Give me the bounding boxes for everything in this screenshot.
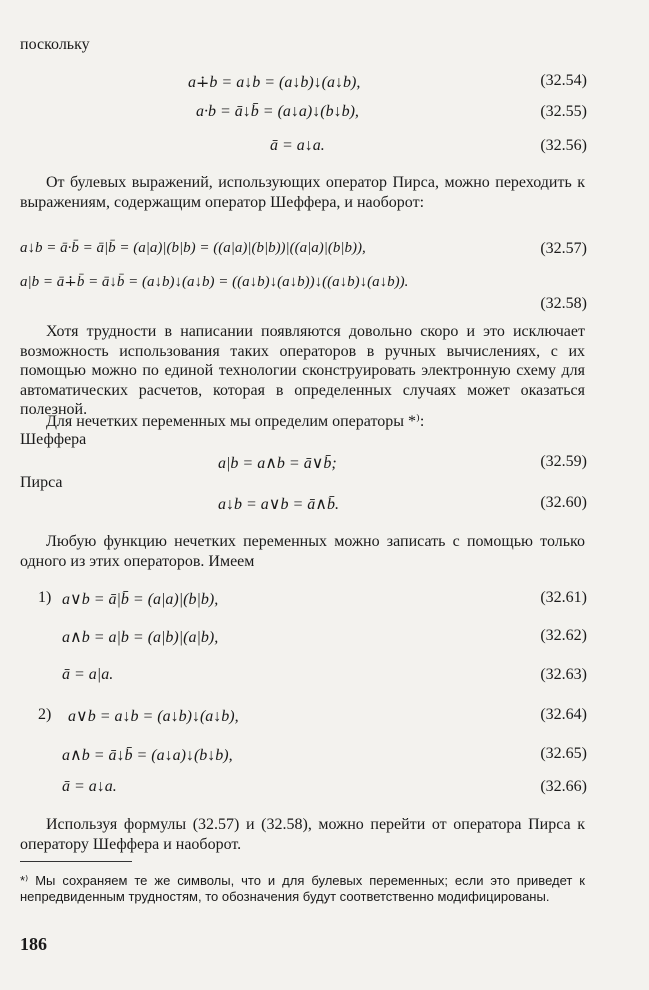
paragraph-text: Хотя трудности в написании появляются довольно скоро и это исключает возможность использования таких операторов в ручных вычислениях, с их помощью можно по единой технологии сконструировать электронную схему для автоматических расчетов, которая в определенных случаях может оказаться полезной. <box>20 323 585 418</box>
equation-number-32-56: (32.56) <box>540 137 587 154</box>
label-sheffer: Шеффера <box>20 431 87 448</box>
paragraph-text: Для нечетких переменных мы определим операторы *⁾: <box>46 413 425 430</box>
equation-32-56: ā = a↓a. <box>270 137 325 154</box>
equation-number-32-57: (32.57) <box>540 240 587 257</box>
equation-32-63: ā = a|a. <box>62 666 114 683</box>
equation-32-60: a↓b = a∨b = ā∧b̄. <box>218 496 340 513</box>
footnote-divider <box>20 861 132 862</box>
case-label-2: 2) <box>38 706 52 723</box>
equation-number-32-64: (32.64) <box>540 706 587 723</box>
intro-word: поскольку <box>20 36 90 53</box>
equation-number-32-59: (32.59) <box>540 453 587 470</box>
equation-32-61: a∨b = ā|b̄ = (a|a)|(b|b), <box>62 591 219 608</box>
equation-number-32-65: (32.65) <box>540 745 587 762</box>
equation-number-32-62: (32.62) <box>540 627 587 644</box>
paragraph-peirce-to-sheffer <box>20 173 585 212</box>
equation-32-59: a|b = a∧b = ā∨b̄; <box>218 455 337 472</box>
equation-32-66: ā = a↓a. <box>62 778 117 795</box>
equation-number-32-54: (32.54) <box>540 72 587 89</box>
equation-number-32-60: (32.60) <box>540 494 587 511</box>
equation-number-32-55: (32.55) <box>540 103 587 120</box>
equation-number-32-66: (32.66) <box>540 778 587 795</box>
page-number: 186 <box>20 934 47 954</box>
paragraph-single-operator <box>20 532 585 571</box>
equation-number-32-61: (32.61) <box>540 589 587 606</box>
footnote: *⁾ Мы сохраняем те же символы, что и для булевых переменных; если это приведет к непредвиденным трудностям, то обозначения будут соответственно модифицированы. <box>20 873 585 904</box>
paragraph-difficulties <box>20 322 585 420</box>
equation-32-58: a|b = ā∔b̄ = ā↓b̄ = (a↓b)↓(a↓b) = ((a↓b)↓(a↓b))↓((a↓b)↓(a↓b)). <box>20 274 409 290</box>
equation-32-57: a↓b = ā·b̄ = ā|b̄ = (a|a)|(b|b) = ((a|a)|(b|b))|((a|a)|(b|b)), <box>20 240 366 256</box>
paragraph-text: От булевых выражений, использующих оператор Пирса, можно переходить к выражениям, содержащим оператор Шеффера, и наоборот: <box>20 174 585 211</box>
paragraph-text: Любую функцию нечетких переменных можно записать с помощью только одного из этих операторов. Имеем <box>20 533 585 570</box>
paragraph-text: Используя формулы (32.57) и (32.58), можно перейти от оператора Пирса к оператору Шеффера и наоборот. <box>20 816 585 853</box>
equation-32-65: a∧b = ā↓b̄ = (a↓a)↓(b↓b), <box>62 747 233 764</box>
equation-32-55: a·b = ā↓b̄ = (a↓a)↓(b↓b), <box>196 103 359 120</box>
label-peirce: Пирса <box>20 474 63 491</box>
equation-number-32-63: (32.63) <box>540 666 587 683</box>
paragraph-fuzzy-operators <box>20 412 585 432</box>
paragraph-conclusion <box>20 815 585 854</box>
equation-32-54: a∔b = a↓b = (a↓b)↓(a↓b), <box>188 74 361 91</box>
case-label-1: 1) <box>38 589 52 606</box>
equation-number-32-58: (32.58) <box>540 295 587 312</box>
equation-32-64: a∨b = a↓b = (a↓b)↓(a↓b), <box>68 708 239 725</box>
equation-32-62: a∧b = a|b = (a|b)|(a|b), <box>62 629 219 646</box>
